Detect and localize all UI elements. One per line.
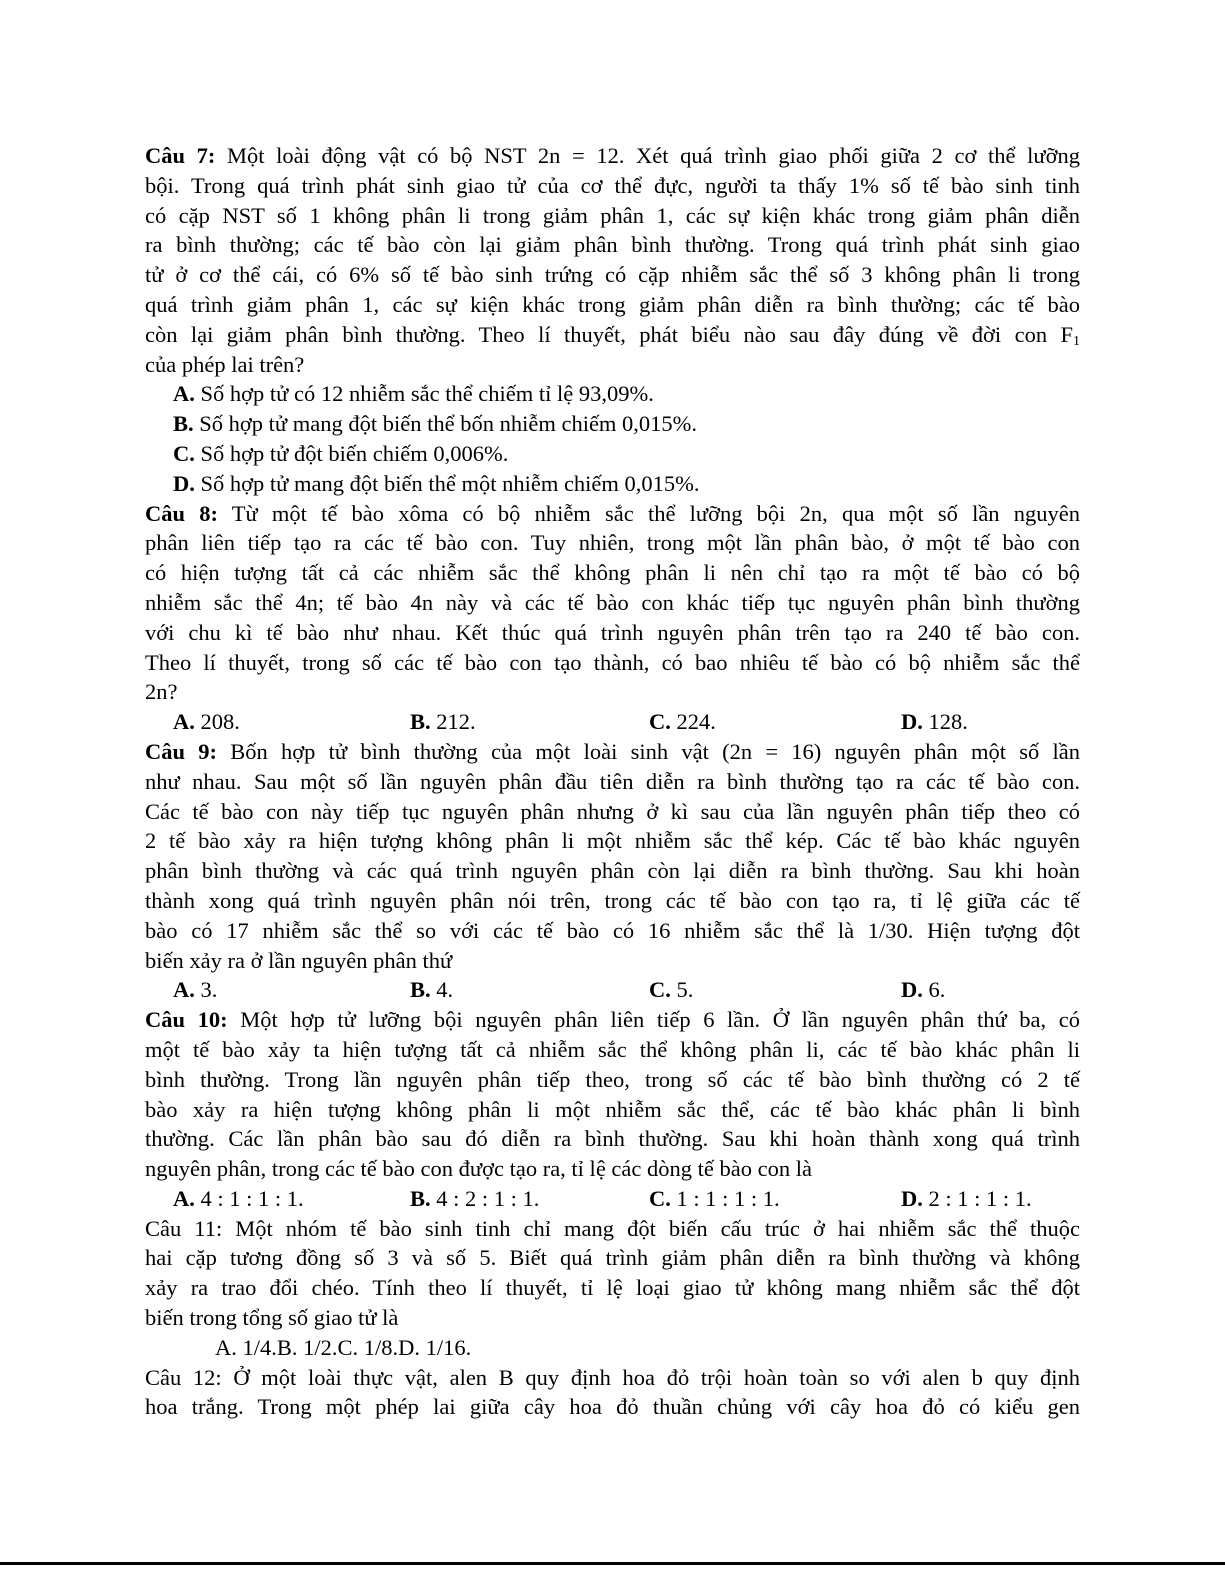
q7-line-3: có cặp NST số 1 không phân li trong giảm phân 1, các sự kiện khác trong giảm phân diễn [145, 202, 1080, 228]
q8-line-3: có hiện tượng tất cả các nhiễm sắc thể không phân li nên chỉ tạo ra một tế bào có bộ [145, 560, 1080, 586]
q8-option-d: D. 128. [901, 709, 968, 735]
q8-option-c: C. 224. [649, 709, 716, 735]
q9-line-8: biến xảy ra ở lần nguyên phân thứ [145, 947, 453, 973]
q9-line-3: Các tế bào con này tiếp tục nguyên phân nhưng ở kì sau của lần nguyên phân tiếp theo có [145, 798, 1080, 824]
q7-line-8: của phép lai trên? [145, 351, 305, 377]
q12-line-2: hoa trắng. Trong một phép lai giữa cây hoa đỏ thuần chủng với cây hoa đỏ có kiểu gen [145, 1394, 1080, 1420]
q10-options [145, 1184, 1080, 1214]
q11-options: A. 1/4.B. 1/2.C. 1/8.D. 1/16. [215, 1334, 472, 1360]
q9-options [145, 975, 1080, 1005]
q8-line-4: nhiễm sắc thể 4n; tế bào 4n này và các tế bào con khác tiếp tục nguyên phân bình thường [145, 589, 1080, 615]
q8-option-a: A. 208. [173, 709, 240, 735]
q10-option-a: A. 4 : 1 : 1 : 1. [173, 1185, 304, 1211]
q11-line-3: xảy ra trao đổi chéo. Tính theo lí thuyết, tỉ lệ loại giao tử không mang nhiễm sắc thể đột [145, 1275, 1080, 1301]
document-page [145, 141, 1080, 1422]
q8-line-2: phân liên tiếp tạo ra các tế bào con. Tuy nhiên, trong một lần phân bào, ở một tế bào con [145, 530, 1080, 556]
q9-option-d: D. 6. [901, 977, 946, 1003]
q7-line-4: ra bình thường; các tế bào còn lại giảm phân bình thường. Trong quá trình phát sinh giao [145, 232, 1080, 258]
q9-line-2: như nhau. Sau một số lần nguyên phân đầu tiên diễn ra bình thường tạo ra các tế bào con. [145, 768, 1080, 794]
q8-option-b: B. 212. [410, 709, 476, 735]
q9-option-c: C. 5. [649, 977, 694, 1003]
q10-line-5: thường. Các lần phân bào sau đó diễn ra bình thường. Sau khi hoàn thành xong quá trình [145, 1126, 1080, 1152]
q8-line-6: Theo lí thuyết, trong số các tế bào con tạo thành, có bao nhiêu tế bào có bộ nhiễm sắc thể [145, 649, 1080, 675]
q7-line-7: còn lại giảm phân bình thường. Theo lí thuyết, phát biểu nào sau đây đúng về đời con $F_1$ [145, 321, 1080, 349]
q9-line-1: Câu 9: Bốn hợp tử bình thường của một loài sinh vật (2n = 16) nguyên phân một số lần [145, 738, 1080, 764]
q8-line-7: 2n? [145, 679, 178, 705]
q10-line-2: một tế bào xảy ta hiện tượng tất cả nhiễm sắc thể không phân li, các tế bào khác phân li [145, 1036, 1080, 1062]
q7-option-d: D. Số hợp tử mang đột biến thể một nhiễm chiếm 0,015%. [173, 470, 700, 496]
q7-line-6: quá trình giảm phân 1, các sự kiện khác trong giảm phân diễn ra bình thường; các tế bào [145, 291, 1080, 317]
q12-line-1: Câu 12: Ở một loài thực vật, alen B quy định hoa đỏ trội hoàn toàn so với alen b quy định [145, 1364, 1080, 1390]
q7-line-2: bội. Trong quá trình phát sinh giao tử của cơ thể đực, người ta thấy 1% số tế bào sinh tinh [145, 172, 1080, 198]
q7-option-a: A. Số hợp tử có 12 nhiễm sắc thể chiếm tỉ lệ 93,09%. [173, 381, 654, 407]
q9-line-6: thành xong quá trình nguyên phân nói trên, trong các tế bào con tạo ra, tỉ lệ giữa các tế [145, 887, 1080, 913]
q10-line-1: Câu 10: Một hợp tử lưỡng bội nguyên phân liên tiếp 6 lần. Ở lần nguyên phân thứ ba, có [145, 1007, 1080, 1033]
q7-line-5: tử ở cơ thể cái, có 6% số tế bào sinh trứng có cặp nhiễm sắc thể số 3 không phân li trong [145, 262, 1080, 288]
q10-option-b: B. 4 : 2 : 1 : 1. [410, 1185, 540, 1211]
q8-line-1: Câu 8: Từ một tế bào xôma có bộ nhiễm sắc thể lưỡng bội 2n, qua một số lần nguyên [145, 500, 1080, 526]
q7-option-b: B. Số hợp tử mang đột biến thể bốn nhiễm chiếm 0,015%. [173, 411, 698, 437]
q11-line-4: biến trong tổng số giao tử là [145, 1305, 399, 1331]
q9-label: Câu 9: [145, 738, 218, 764]
q9-option-b: B. 4. [410, 977, 454, 1003]
q9-line-7: bào có 17 nhiễm sắc thể so với các tế bào có 16 nhiễm sắc thể là 1/30. Hiện tượng đột [145, 917, 1080, 943]
q7-label: Câu 7: [145, 143, 216, 168]
q10-label: Câu 10: [145, 1007, 228, 1033]
q10-line-3: bình thường. Trong lần nguyên phân tiếp theo, trong số các tế bào bình thường có 2 tế [145, 1066, 1080, 1092]
q8-options [145, 707, 1080, 737]
q10-line-6: nguyên phân, trong các tế bào con được tạo ra, tỉ lệ các dòng tế bào con là [145, 1156, 812, 1182]
q7-option-c: C. Số hợp tử đột biến chiếm 0,006%. [173, 440, 509, 466]
q8-line-5: với chu kì tế bào như nhau. Kết thúc quá trình nguyên phân trên tạo ra 240 tế bào con. [145, 619, 1080, 645]
q11-line-1: Câu 11: Một nhóm tế bào sinh tinh chỉ mang đột biến cấu trúc ở hai nhiễm sắc thể thuộc [145, 1215, 1080, 1241]
q9-line-4: 2 tế bào xảy ra hiện tượng không phân li một nhiễm sắc thể kép. Các tế bào khác nguyên [145, 828, 1080, 854]
q7-subscript: 1 [1073, 333, 1080, 349]
q10-line-4: bào xảy ra hiện tượng không phân li một nhiễm sắc thể, các tế bào khác phân li bình [145, 1096, 1080, 1122]
q10-option-c: C. 1 : 1 : 1 : 1. [649, 1185, 780, 1211]
q8-label: Câu 8: [145, 500, 218, 526]
q9-line-5: phân bình thường và các quá trình nguyên phân còn lại diễn ra bình thường. Sau khi hoàn [145, 858, 1080, 884]
q9-option-a: A. 3. [173, 977, 218, 1003]
q11-line-2: hai cặp tương đồng số 3 và số 5. Biết quá trình giảm phân diễn ra bình thường và không [145, 1245, 1080, 1271]
q7-line-1: Câu 7: Một loài động vật có bộ NST 2n = 12. Xét quá trình giao phối giữa 2 cơ thể lưỡng [145, 143, 1080, 168]
page-bottom-rule [0, 1562, 1225, 1565]
q10-option-d: D. 2 : 1 : 1 : 1. [901, 1185, 1032, 1211]
